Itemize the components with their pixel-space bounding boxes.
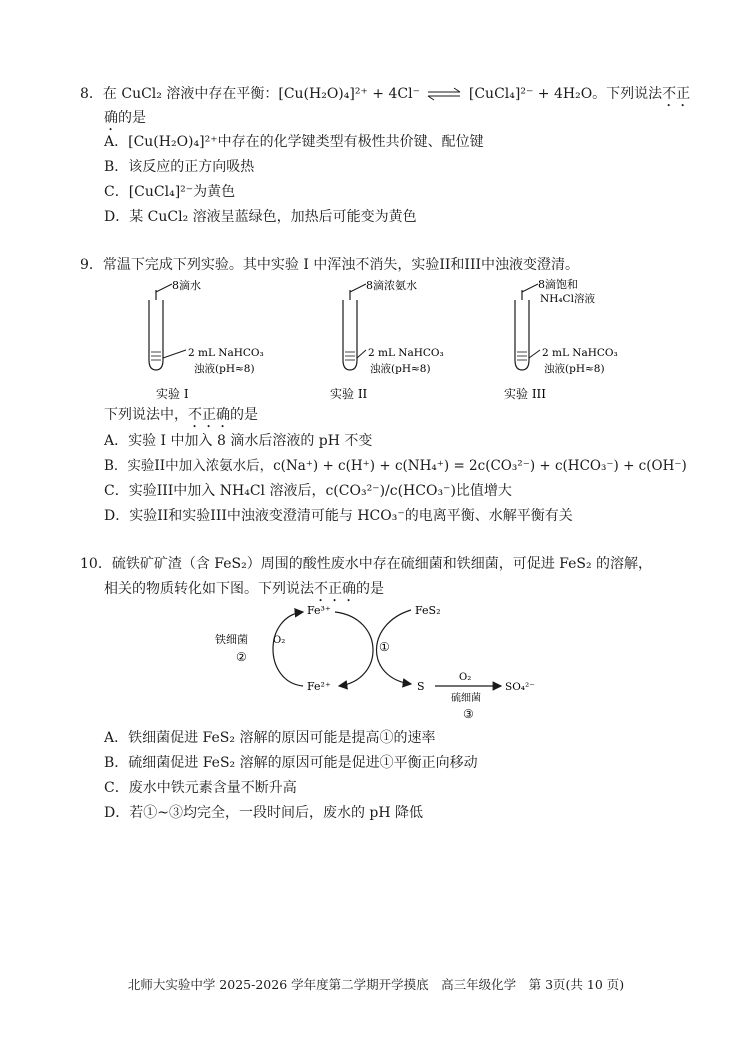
q8-option-b: B．该反应的正方向吸热 — [104, 159, 255, 175]
test-tube-3 — [504, 277, 618, 401]
svg-text:浊液(pH≈8): 浊液(pH≈8) — [194, 363, 255, 375]
svg-text:O₂: O₂ — [273, 635, 286, 646]
svg-text:8滴饱和: 8滴饱和 — [538, 278, 578, 291]
q9-option-a: A．实验 I 中加入 8 滴水后溶液的 pH 不变 — [104, 433, 373, 449]
svg-text:实验 II: 实验 II — [330, 387, 368, 401]
equilibrium-arrow-icon — [424, 87, 464, 101]
q9-sub-stem: 下列说法中，不正确的是 — [104, 407, 258, 423]
fe3-label: Fe³⁺ — [307, 604, 331, 617]
svg-text:铁细菌: 铁细菌 — [215, 633, 248, 646]
test-tube-2 — [330, 278, 444, 401]
svg-text:2 mL NaHCO₃: 2 mL NaHCO₃ — [368, 347, 444, 359]
q10-option-b: B．硫细菌促进 FeS₂ 溶解的原因可能是促进①平衡正向移动 — [104, 755, 478, 771]
svg-text:③: ③ — [463, 707, 474, 721]
svg-text:8滴浓氨水: 8滴浓氨水 — [366, 279, 417, 292]
q10-option-a: A．铁细菌促进 FeS₂ 溶解的原因可能是提高①的速率 — [104, 730, 436, 746]
q9-option-b: B．实验II中加入浓氨水后，c(Na⁺) + c(H⁺) + c(NH₄⁺) = 2c(CO₃²⁻) + c(HCO₃⁻) + c(OH⁻) — [104, 458, 687, 474]
q8-stem-line2: 确的是 — [104, 110, 146, 126]
svg-text:浊液(pH≈8): 浊液(pH≈8) — [544, 363, 605, 375]
q10-conversion-diagram — [215, 600, 555, 722]
iron-reduction-arrow — [335, 612, 373, 686]
svg-text:①: ① — [379, 640, 390, 654]
svg-text:2 mL NaHCO₃: 2 mL NaHCO₃ — [542, 347, 618, 359]
q9-experiment-diagram — [120, 276, 640, 404]
page-footer: 北师大实验中学 2025-2026 学年度第二学期开学摸底 高三年级化学 第 3页(共 10 页) — [127, 977, 625, 992]
svg-text:②: ② — [236, 650, 247, 664]
iron-oxidation-arrow — [273, 612, 303, 686]
svg-text:2 mL NaHCO₃: 2 mL NaHCO₃ — [188, 347, 264, 359]
q9-option-c: C．实验III中加入 NH₄Cl 溶液后，c(CO₃²⁻)/c(HCO₃⁻)比值增大 — [104, 483, 512, 499]
q9-number: 9． — [80, 257, 103, 273]
q8-option-d: D．某 CuCl₂ 溶液呈蓝绿色，加热后可能变为黄色 — [104, 209, 417, 225]
q8-option-c: C．[CuCl₄]²⁻为黄色 — [104, 184, 236, 200]
svg-text:NH₄Cl溶液: NH₄Cl溶液 — [540, 293, 595, 305]
svg-text:硫细菌: 硫细菌 — [451, 693, 481, 704]
svg-text:O₂: O₂ — [459, 672, 472, 683]
fe2-label: Fe²⁺ — [307, 680, 331, 693]
q9-option-d: D．实验II和实验III中浊液变澄清可能与 HCO₃⁻的电离平衡、水解平衡有关 — [104, 508, 573, 524]
q8-number: 8． — [80, 86, 103, 102]
svg-text:实验 III: 实验 III — [504, 387, 547, 401]
q10-option-d: D．若①~③均完全，一段时间后，废水的 pH 降低 — [104, 805, 424, 821]
q8-option-a: A．[Cu(H₂O)₄]²⁺中存在的化学键类型有极性共价键、配位键 — [104, 134, 484, 150]
svg-text:8滴水: 8滴水 — [172, 279, 201, 292]
sulfate-label: SO₄²⁻ — [505, 681, 535, 693]
fes2-label: FeS₂ — [415, 604, 441, 617]
q9-stem: 9．常温下完成下列实验。其中实验 I 中浑浊不消失，实验II和III中浊液变澄清。 — [80, 257, 580, 273]
test-tube-1 — [149, 278, 264, 401]
q10-option-c: C．废水中铁元素含量不断升高 — [104, 780, 297, 796]
q10-number: 10． — [80, 556, 112, 572]
svg-text:实验 I: 实验 I — [156, 387, 189, 401]
sulfur-label: S — [417, 680, 425, 693]
q10-stem-line1: 10．硫铁矿矿渣（含 FeS₂）周围的酸性废水中存在硫细菌和铁细菌，可促进 FeS₂ 的溶解， — [80, 556, 653, 572]
q10-stem-line2: 相关的物质转化如下图。下列说法不正确的是 — [104, 581, 384, 597]
q8-stem-line1: 8．在 CuCl₂ 溶液中存在平衡：[Cu(H₂O)₄]²⁺ + 4Cl⁻ [CuCl₄]²⁻ + 4H₂O。下列说法不正 — [80, 86, 691, 102]
svg-text:浊液(pH≈8): 浊液(pH≈8) — [370, 363, 431, 375]
